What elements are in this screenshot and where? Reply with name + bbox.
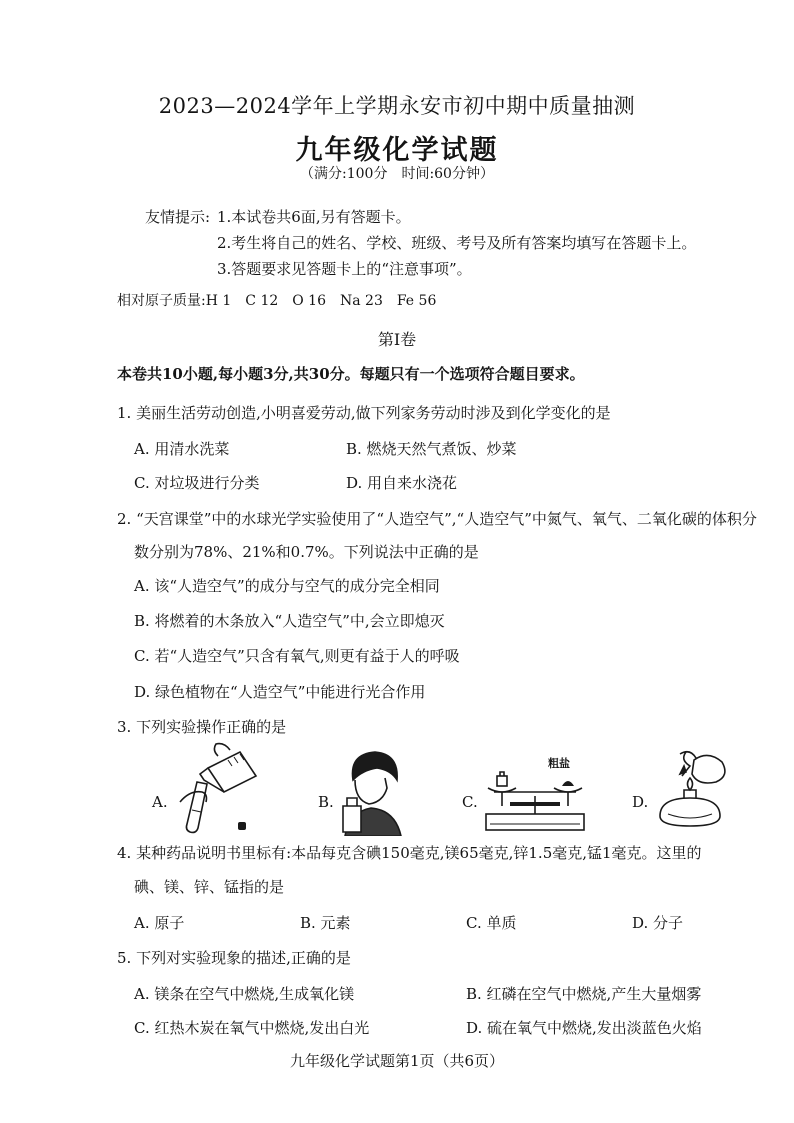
notice-label: 友情提示: bbox=[145, 208, 211, 226]
q3-option-c: C. bbox=[462, 793, 478, 811]
section-title: 第Ⅰ卷 bbox=[377, 330, 417, 349]
balance-weighing-illustration bbox=[480, 764, 590, 834]
q2-option-c: C. 若“人造空气”只含有氧气,则更有益于人的呼吸 bbox=[134, 647, 460, 665]
q4-stem-line1: 4. 某种药品说明书里标有:本品每克含碘150毫克,镁65毫克,锌1.5毫克,锰1毫克。这里的 bbox=[117, 844, 702, 862]
section-instruction: 本卷共10小题,每小题3分,共30分。每题只有一个选项符合题目要求。 bbox=[117, 365, 585, 383]
lighting-alcohol-lamp-illustration bbox=[650, 746, 730, 832]
q5-option-d: D. 硫在氧气中燃烧,发出淡蓝色火焰 bbox=[466, 1019, 702, 1037]
test-tube-pouring-illustration bbox=[170, 742, 265, 837]
q5-option-c: C. 红热木炭在氧气中燃烧,发出白光 bbox=[134, 1019, 370, 1037]
q5-option-a: A. 镁条在空气中燃烧,生成氧化镁 bbox=[134, 985, 355, 1003]
notice-item-1: 1.本试卷共6面,另有答题卡。 bbox=[217, 208, 411, 226]
q5-option-b: B. 红磷在空气中燃烧,产生大量烟雾 bbox=[466, 985, 702, 1003]
q2-stem-line2: 数分别为78%、21%和0.7%。下列说法中正确的是 bbox=[134, 543, 479, 561]
q4-option-d: D. 分子 bbox=[632, 914, 684, 932]
q4-option-a: A. 原子 bbox=[134, 914, 185, 932]
q2-option-a: A. 该“人造空气”的成分与空气的成分完全相同 bbox=[134, 577, 440, 595]
q3-stem: 3. 下列实验操作正确的是 bbox=[117, 718, 287, 736]
q1-stem: 1. 美丽生活劳动创造,小明喜爱劳动,做下列家务劳动时涉及到化学变化的是 bbox=[117, 404, 611, 422]
q3-option-b: B. bbox=[318, 793, 334, 811]
notice-item-3: 3.答题要求见答题卡上的“注意事项”。 bbox=[217, 260, 472, 278]
q1-option-d: D. 用自来水浇花 bbox=[346, 474, 458, 492]
atomic-mass: 相对原子质量:H 1 C 12 O 16 Na 23 Fe 56 bbox=[117, 293, 437, 309]
q1-option-c: C. 对垃圾进行分类 bbox=[134, 474, 260, 492]
q4-option-c: C. 单质 bbox=[466, 914, 517, 932]
q2-option-d: D. 绿色植物在“人造空气”中能进行光合作用 bbox=[134, 683, 426, 701]
q2-stem-line1: 2. “天宫课堂”中的水球光学实验使用了“人造空气”,“人造空气”中氮气、氧气、二氧化碳的体积分 bbox=[117, 510, 757, 528]
exam-meta: （满分:100分 时间:60分钟） bbox=[300, 166, 494, 182]
q4-option-b: B. 元素 bbox=[300, 914, 351, 932]
balance-sample-label: 粗盐 bbox=[548, 757, 570, 770]
q3-option-a: A. bbox=[152, 793, 168, 811]
q4-stem-line2: 碘、镁、锌、锰指的是 bbox=[134, 878, 285, 896]
q1-option-a: A. 用清水洗菜 bbox=[134, 440, 230, 458]
q2-option-b: B. 将燃着的木条放入“人造空气”中,会立即熄灭 bbox=[134, 612, 445, 630]
exam-title: 2023—2024学年上学期永安市初中期中质量抽测 bbox=[158, 94, 636, 118]
notice-item-2: 2.考生将自己的姓名、学校、班级、考号及所有答案均填写在答题卡上。 bbox=[217, 234, 697, 252]
q3-option-d: D. bbox=[632, 793, 649, 811]
smelling-gas-illustration bbox=[335, 746, 415, 836]
q5-stem: 5. 下列对实验现象的描述,正确的是 bbox=[117, 949, 351, 967]
page-footer: 九年级化学试题第1页（共6页） bbox=[289, 1052, 505, 1070]
q1-option-b: B. 燃烧天然气煮饭、炒菜 bbox=[346, 440, 517, 458]
exam-subtitle: 九年级化学试题 bbox=[295, 135, 499, 166]
